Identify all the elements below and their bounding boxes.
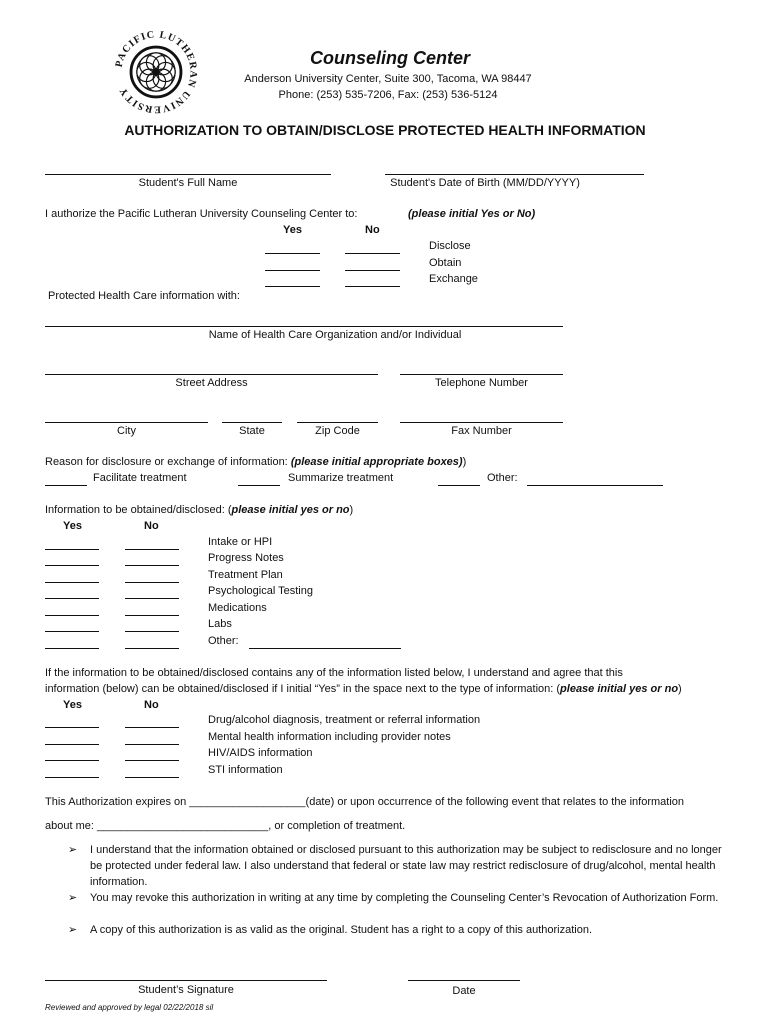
bullet-redisclosure: ➢ I understand that the information obtained or disclosed pursuant to this authorization may be subject to redisclosure and no longer be protected under federal law. I also understand that federal or state law may restrict redisclosure of drug/alcohol, mental health information. (68, 844, 722, 888)
form-title: AUTHORIZATION TO OBTAIN/DISCLOSE PROTECTED HEALTH INFORMATION (124, 122, 646, 138)
authorize-with-label: Protected Health Care information with: (48, 290, 240, 302)
city-field[interactable] (45, 422, 208, 423)
facilitate-treatment-field[interactable] (45, 485, 87, 486)
fax-field[interactable] (400, 422, 563, 423)
reason-other-initial-field[interactable] (438, 485, 480, 486)
treatment-plan-no-field[interactable] (125, 582, 179, 583)
info-other-no-field[interactable] (125, 648, 179, 649)
info-item: Other: (208, 635, 239, 647)
arrow-bullet-icon: ➢ (68, 844, 78, 856)
authorize-instruction: (please initial Yes or No) (408, 208, 536, 220)
medications-no-field[interactable] (125, 615, 179, 616)
sensitive-yes-header: Yes (63, 699, 82, 711)
drug-alcohol-no-field[interactable] (125, 727, 179, 728)
disclose-yes-field[interactable] (265, 253, 320, 254)
info-item: Labs (208, 618, 232, 630)
exchange-no-field[interactable] (345, 286, 400, 287)
sensitive-text-line1: If the information to be obtained/disclosed contains any of the information listed below, I understand and agree that this (45, 667, 623, 679)
reason-other-label: Other: (487, 472, 518, 484)
reason-other-text-field[interactable] (527, 485, 663, 486)
sensitive-instruction: please initial yes or no (560, 683, 679, 695)
sensitive-text-line2: information (below) can be obtained/disclosed if I initial “Yes” in the space next to the type of information: (please initial yes or no) (45, 683, 682, 695)
zip-label: Zip Code (315, 425, 360, 437)
street-address-label: Street Address (175, 377, 248, 389)
center-phone: Phone: (253) 535-7206, Fax: (253) 536-5124 (278, 89, 498, 101)
info-item: Psychological Testing (208, 585, 313, 597)
sensitive-item: STI information (208, 764, 283, 776)
labs-no-field[interactable] (125, 631, 179, 632)
info-instruction: please initial yes or no (231, 504, 350, 516)
student-dob-label: Student's Date of Birth (MM/DD/YYYY) (390, 177, 580, 189)
telephone-label: Telephone Number (435, 377, 528, 389)
center-title: Counseling Center (310, 48, 471, 68)
psych-testing-no-field[interactable] (125, 598, 179, 599)
student-name-label: Student's Full Name (138, 177, 238, 189)
info-yes-header: Yes (63, 520, 82, 532)
progress-notes-yes-field[interactable] (45, 565, 99, 566)
info-item: Treatment Plan (208, 569, 283, 581)
facilitate-treatment-label: Facilitate treatment (93, 472, 187, 484)
obtain-yes-field[interactable] (265, 270, 320, 271)
reason-text: Reason for disclosure or exchange of information: (please initial appropriate boxes)) (45, 456, 467, 468)
option-obtain: Obtain (429, 257, 462, 269)
info-item: Progress Notes (208, 552, 284, 564)
authorize-text: I authorize the Pacific Lutheran University Counseling Center to: (45, 208, 358, 220)
expiry-text-line1: This Authorization expires on ___________________(date) or upon occurrence of the following event that relates to the information (45, 796, 685, 808)
zip-field[interactable] (297, 422, 378, 423)
authorize-yes-header: Yes (283, 224, 302, 236)
summarize-treatment-label: Summarize treatment (288, 472, 394, 484)
student-name-field[interactable] (45, 174, 331, 175)
authorize-no-header: No (365, 224, 380, 236)
city-label: City (117, 425, 136, 437)
reason-instruction: (please initial appropriate boxes) (290, 456, 463, 468)
footer-note: Reviewed and approved by legal 02/22/2018 sil (45, 1003, 214, 1012)
medications-yes-field[interactable] (45, 615, 99, 616)
expiry-text-line2: about me: ____________________________, or completion of treatment. (45, 820, 406, 832)
disclose-no-field[interactable] (345, 253, 400, 254)
treatment-plan-yes-field[interactable] (45, 582, 99, 583)
org-name-label: Name of Health Care Organization and/or Individual (208, 329, 462, 341)
svg-text:PACIFIC LUTHERAN UNIVERSITY: PACIFIC LUTHERAN UNIVERSITY (113, 29, 199, 115)
info-item: Intake or HPI (208, 536, 273, 548)
telephone-field[interactable] (400, 374, 563, 375)
info-other-text-field[interactable] (249, 648, 401, 649)
signature-label: Student’s Signature (138, 984, 234, 996)
sensitive-no-header: No (144, 699, 159, 711)
center-address: Anderson University Center, Suite 300, Tacoma, WA 98447 (244, 73, 532, 85)
sti-yes-field[interactable] (45, 777, 99, 778)
intake-no-field[interactable] (125, 549, 179, 550)
org-name-field[interactable] (45, 326, 563, 327)
labs-yes-field[interactable] (45, 631, 99, 632)
mental-health-no-field[interactable] (125, 744, 179, 745)
street-address-field[interactable] (45, 374, 378, 375)
option-disclose: Disclose (429, 240, 471, 252)
progress-notes-no-field[interactable] (125, 565, 179, 566)
sensitive-item: HIV/AIDS information (208, 747, 313, 759)
student-signature-field[interactable] (45, 980, 327, 981)
drug-alcohol-yes-field[interactable] (45, 727, 99, 728)
info-item: Medications (208, 602, 267, 614)
info-heading: Information to be obtained/disclosed: (please initial yes or no) (45, 504, 354, 516)
hiv-aids-yes-field[interactable] (45, 760, 99, 761)
state-label: State (239, 425, 265, 437)
university-seal-logo (108, 24, 204, 120)
date-label: Date (452, 985, 476, 997)
sti-no-field[interactable] (125, 777, 179, 778)
arrow-bullet-icon: ➢ (68, 892, 78, 904)
state-field[interactable] (222, 422, 282, 423)
sensitive-item: Mental health information including provider notes (208, 731, 451, 743)
option-exchange: Exchange (429, 273, 478, 285)
bullet-revoke: ➢ You may revoke this authorization in writing at any time by completing the Counseling Center’s Revocation of Authorization Form. (68, 892, 719, 904)
psych-testing-yes-field[interactable] (45, 598, 99, 599)
mental-health-yes-field[interactable] (45, 744, 99, 745)
student-dob-field[interactable] (385, 174, 644, 175)
bullet-copy-valid: ➢ A copy of this authorization is as valid as the original. Student has a right to a copy of this authorization. (68, 924, 593, 936)
info-other-yes-field[interactable] (45, 648, 99, 649)
obtain-no-field[interactable] (345, 270, 400, 271)
date-field[interactable] (408, 980, 520, 981)
summarize-treatment-field[interactable] (238, 485, 280, 486)
intake-yes-field[interactable] (45, 549, 99, 550)
arrow-bullet-icon: ➢ (68, 924, 78, 936)
sensitive-item: Drug/alcohol diagnosis, treatment or referral information (208, 714, 481, 726)
info-no-header: No (144, 520, 159, 532)
exchange-yes-field[interactable] (265, 286, 320, 287)
hiv-aids-no-field[interactable] (125, 760, 179, 761)
fax-label: Fax Number (451, 425, 512, 437)
